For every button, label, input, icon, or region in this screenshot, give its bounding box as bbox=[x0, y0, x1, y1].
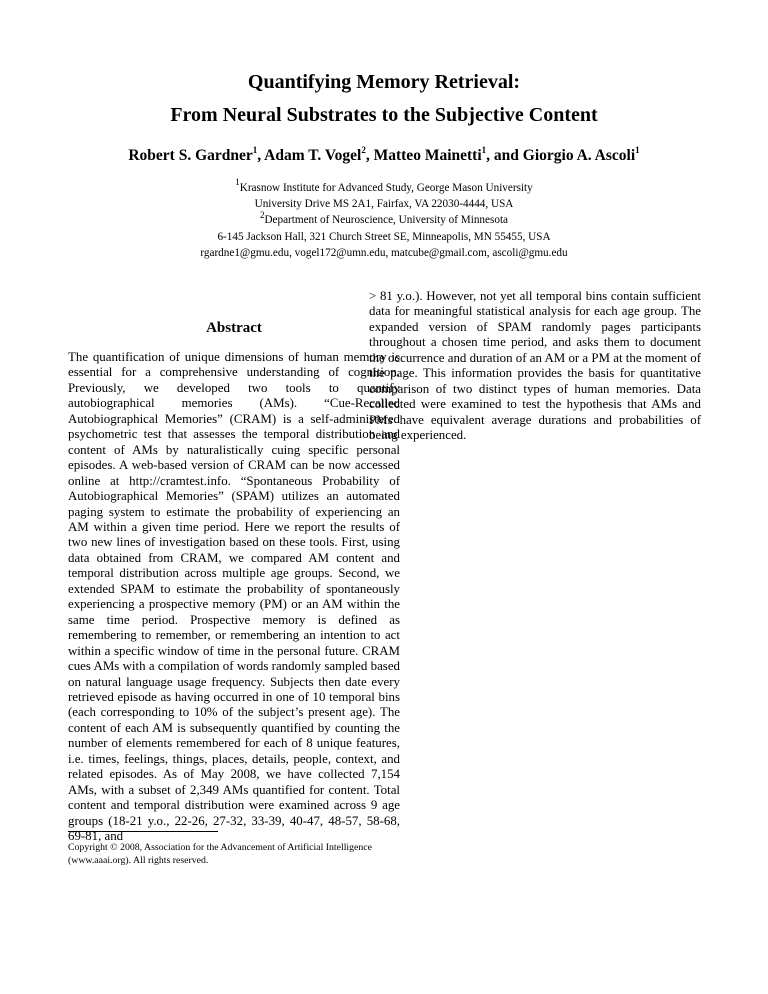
author-name: Matteo Mainetti bbox=[373, 147, 482, 164]
author-1 bbox=[128, 144, 265, 164]
author-name: Giorgio A. Ascoli bbox=[522, 147, 636, 164]
footnote-divider bbox=[68, 831, 218, 832]
author-affiliation-mark: 2 bbox=[361, 144, 366, 155]
affiliation-text: Krasnow Institute for Advanced Study, George Mason University bbox=[239, 182, 533, 194]
paper-title-line-2: From Neural Substrates to the Subjective Content bbox=[170, 104, 598, 126]
affiliation-2-address: 6-145 Jackson Hall, 321 Church Street SE, Minneapolis, MN 55455, USA bbox=[217, 230, 551, 243]
abstract-body-right-column: > 81 y.o.). However, not yet all temporal bins contain sufficient data for meaningful statistical analysis for each age group. The expanded version of SPAM randomly pages participants throughout a chosen time period, and asks them to document the occurrence and duration of an AM or a PM at the moment of the page. This information provides the basis for quantitative comparison of two distinct types of human memories. Data collected were examined to test the hypothesis that AMs and PMs have equivalent average durations and probabilities of being experienced. bbox=[369, 289, 701, 443]
affiliation-text: Department of Neuroscience, University of Minnesota bbox=[264, 214, 509, 227]
author-affiliation-mark: 1 bbox=[481, 144, 487, 155]
copyright-footnote: Copyright © 2008, Association for the Advancement of Artificial Intelligence (www.aaai.org). All rights reserved. bbox=[68, 842, 372, 866]
author-separator: , bbox=[257, 147, 265, 164]
affiliation-mark: 2 bbox=[259, 209, 265, 220]
affiliation-mark: 1 bbox=[235, 177, 240, 188]
affiliation-1-name bbox=[0, 177, 768, 196]
author-affiliation-mark: 1 bbox=[252, 144, 258, 155]
abstract-heading: Abstract bbox=[206, 320, 262, 336]
affiliations bbox=[0, 177, 768, 261]
abstract-body-left-column: The quantification of unique dimensions of human memory is essential for a comprehensive understanding of cognition. Previously, we developed two tools to quantify autobiographical memories (AMs). “Cue-Recalled Autobiographical Memories” (CRAM) is a self-administered psychometric test that assesses the temporal distribution and content of AMs by naturalistically cuing specific personal episodes. A web-based version of CRAM can be now accessed online at http://cramtest.info. “Spontaneous Probability of Autobiographical Memories” (SPAM) utilizes an automated paging system to estimate the probability of experiencing an AM within a given time period. Here we report the results of two new lines of investigation based on these tools. First, using data obtained from CRAM, we compared AM content and temporal distribution across multiple age groups. Second, we extended SPAM to estimate the probability of spontaneously experiencing a prospective memory (PM) or an AM within the same time period. Prospective memory is defined as remembering to remember, or remembering an intention to act within a specific window of time in the personal future. CRAM cues AMs with a compilation of words randomly sampled based on natural language usage frequency. Subjects then date every retrieved episode as having occurred in one of 10 temporal bins (each corresponding to 10% of the subject’s present age). The content of each AM is subsequently quantified by counting the number of elements remembered for each of 8 unique features, i.e. times, feelings, things, places, details, people, context, and related episodes. As of May 2008, we have collected 7,154 AMs, with a subset of 2,349 AMs quantified for content. Total content and temporal distribution were examined across 9 age groups (18-21 y.o., 22-26, 27-32, 33-39, 40-47, 48-57, 58-68, 69-81, and bbox=[68, 350, 400, 844]
author-list bbox=[0, 146, 768, 166]
author-separator: , and bbox=[486, 147, 523, 164]
author-name: Robert S. Gardner bbox=[128, 147, 253, 164]
author-name: Adam T. Vogel bbox=[264, 147, 362, 164]
affiliation-2-name bbox=[0, 209, 768, 228]
affiliation-1-address: University Drive MS 2A1, Fairfax, VA 22030-4444, USA bbox=[254, 198, 514, 211]
author-4 bbox=[522, 144, 640, 164]
author-2 bbox=[264, 144, 374, 164]
author-affiliation-mark: 1 bbox=[635, 144, 640, 155]
paper-title-line-1: Quantifying Memory Retrieval: bbox=[247, 71, 521, 93]
author-separator: , bbox=[365, 147, 374, 164]
author-emails: rgardne1@gmu.edu, vogel172@umn.edu, matcube@gmail.com, ascoli@gmu.edu bbox=[200, 246, 568, 259]
author-3 bbox=[373, 144, 523, 164]
